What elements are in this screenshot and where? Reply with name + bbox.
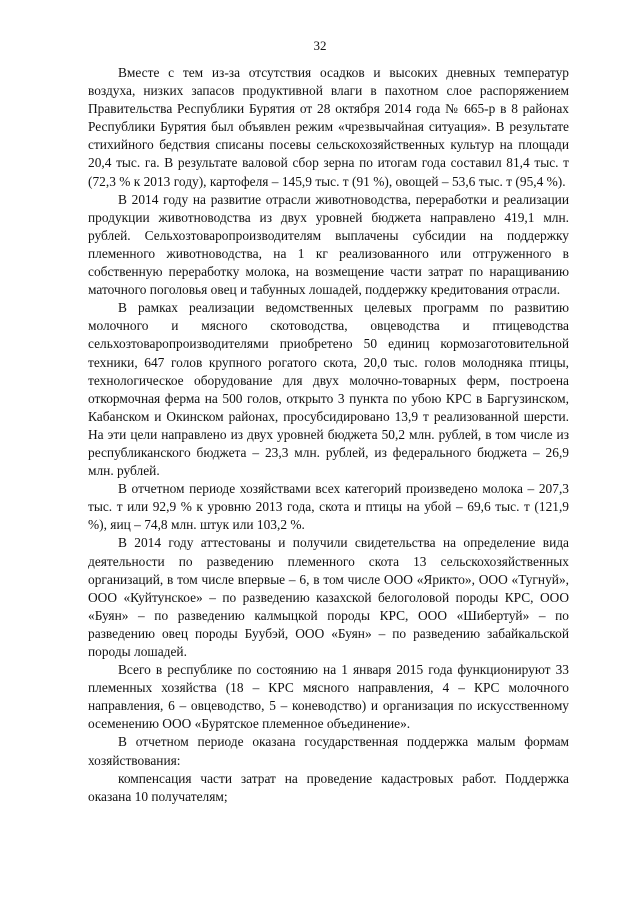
paragraph-breeding-certification: В 2014 году аттестованы и получили свидетельства на определение вида деятельности по разведению племенного скота 13 сельскохозяйственных организаций, в том числе впервые – 6, в том числе ООО «Ярикто», ООО «Тугнуй», ООО «Куйтунское» – по разведению казахской белоголовой породы КРС, ООО «Буян» – по разведению калмыцкой породы КРС, ООО «Шибертуй» – по разведению овец породы Буубэй, ООО «Буян» – по разведению забайкальской породы лошадей. — [88, 535, 569, 659]
paragraph-livestock-funding: В 2014 году на развитие отрасли животноводства, переработки и реализации продукции животноводства из двух уровней бюджета направлено 419,1 млн. рублей. Сельхозтоваропроизводителям выплачены субсидии на поддержку племенного животноводства, на 1 кг реализованного или отгруженного в собственную переработку молока, на возмещение части затрат по наращиванию маточного поголовья овец и табунных лошадей, поддержку кредитования отрасли. — [88, 191, 569, 298]
paragraph-target-programs: В рамках реализации ведомственных целевых программ по развитию молочного и мясного скотоводства, овцеводства и птицеводства сельхозтоваропроизводителями приобретено 50 единиц кормозаготовительной техники, 647 голов крупного рогатого скота, 20,0 тыс. голов молодняка птицы, технологическое оборудование для двух молочно-товарных ферм, построена откормочная ферма на 500 голов, открыто 3 пункта по убою КРС в Баргузинском, Кабанском и Окинском районах, просубсидировано 13,9 т реализованной шерсти. На эти цели направлено из двух уровней бюджета 50,2 млн. рублей, в том числе из республиканского бюджета – 23,3 млн. рублей, из федерального бюджета – 26,9 млн. рублей. — [88, 300, 569, 479]
page-number: 32 — [313, 38, 327, 53]
paragraph-production: В отчетном периоде хозяйствами всех категорий произведено молока – 207,3 тыс. т или 92,9 % к уровню 2013 года, скота и птицы на убой – 69,6 тыс. т (121,9 %), яиц – 74,8 млн. штук или 103,2 %. — [88, 481, 569, 533]
paragraph-small-farms-support: В отчетном периоде оказана государственная поддержка малым формам хозяйствования: — [88, 734, 569, 768]
body-text — [88, 64, 569, 806]
paragraph-cadastral-compensation: компенсация части затрат на проведение кадастровых работ. Поддержка оказана 10 получателям; — [88, 770, 569, 804]
paragraph-breeding-farms: Всего в республике по состоянию на 1 января 2015 года функционируют 33 племенных хозяйства (18 – КРС мясного направления, 4 – КРС молочного направления, 6 – овцеводство, 5 – коневодство) и организация по искусственному осеменению ООО «Бурятское племенное объединение». — [88, 662, 569, 732]
paragraph-drought: Вместе с тем из-за отсутствия осадков и высоких дневных температур воздуха, низких запасов продуктивной влаги в пахотном слое распоряжением Правительства Республики Бурятия от 28 октября 2014 года № 665-р в 8 районах Республики Бурятия был объявлен режим «чрезвычайная ситуация». В результате стихийного бедствия списаны посевы сельскохозяйственных культур на площади 20,4 тыс. га. В результате валовой сбор зерна по итогам года составил 81,4 тыс. т (72,3 % к 2013 году), картофеля – 145,9 тыс. т (91 %), овощей – 53,6 тыс. т (95,4 %). — [88, 65, 569, 189]
